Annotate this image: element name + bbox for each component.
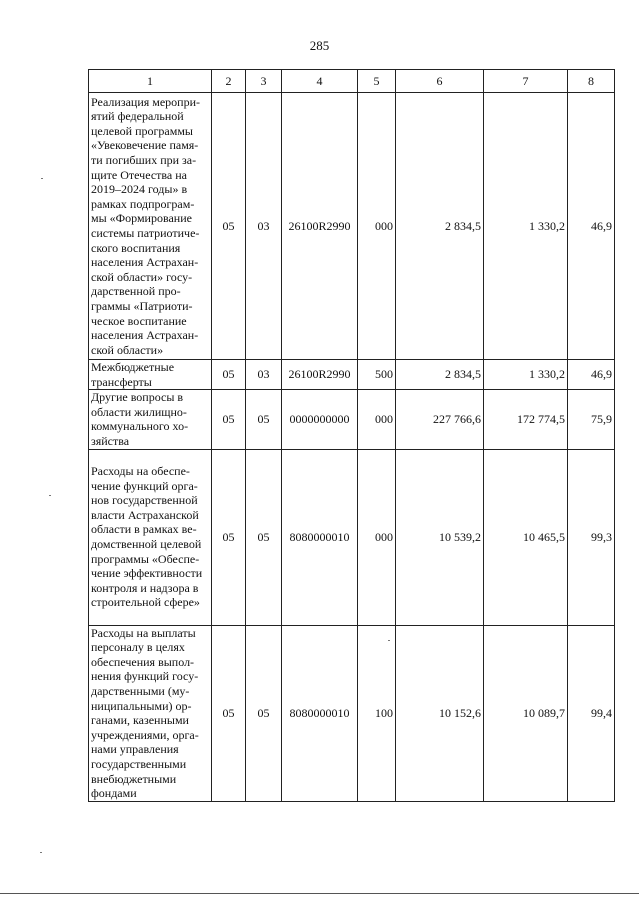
cell-name-line: рамках подпрограм- [91,196,195,211]
cell-target-article: 8080000010 [282,625,358,801]
cell-expense-type: 000 [358,390,396,449]
cell-name-line: персоналу в целях [91,640,185,655]
header-col-1: 1 [89,70,212,93]
cell-name-line: «Увековечение памя- [91,138,199,153]
cell-name [89,449,212,625]
table-row [89,449,615,625]
cell-name-line: обеспечения выпол- [91,654,195,669]
header-col-3: 3 [246,70,282,93]
cell-name-line: ятий федеральной [91,109,184,124]
cell-subsection: 05 [246,449,282,625]
cell-subsection: 05 [246,390,282,449]
header-row [89,70,615,93]
cell-name-line: населения Астрахан- [91,255,199,270]
cell-planned: 10 152,6 [396,625,484,801]
header-col-4: 4 [282,70,358,93]
cell-name-line: Межбюджетные [91,360,175,374]
cell-percent: 99,4 [568,625,615,801]
scan-speck [41,178,43,179]
cell-name-line: строительной сфере» [91,595,200,610]
cell-name-line: ганами, казенными [91,713,189,728]
cell-section: 05 [212,625,246,801]
cell-name [89,390,212,449]
cell-name [89,93,212,360]
cell-name-line: Расходы на обеспе- [91,464,190,479]
cell-name-line: ской области» [91,342,164,357]
cell-percent: 75,9 [568,390,615,449]
cell-name [89,360,212,390]
cell-planned: 2 834,5 [396,93,484,360]
cell-subsection: 03 [246,360,282,390]
cell-percent: 46,9 [568,93,615,360]
cell-executed: 10 465,5 [484,449,568,625]
cell-section: 05 [212,390,246,449]
bottom-rule [0,893,639,894]
cell-section: 05 [212,93,246,360]
cell-executed: 1 330,2 [484,360,568,390]
cell-expense-type: 000 [358,449,396,625]
header-col-6: 6 [396,70,484,93]
cell-name-line: области жилищно- [91,404,187,419]
cell-name-line: щите Отечества на [91,167,187,182]
cell-name-line: внебюджетными [91,771,177,786]
cell-subsection: 03 [246,93,282,360]
cell-name-line: Другие вопросы в [91,390,184,405]
cell-name-line: чение функций орга- [91,478,198,493]
cell-name-line: 2019–2024 годы» в [91,182,188,197]
header-col-5: 5 [358,70,396,93]
cell-expense-type: 000 [358,93,396,360]
cell-planned: 2 834,5 [396,360,484,390]
cell-executed: 1 330,2 [484,93,568,360]
cell-name-line: ской области» госу- [91,269,193,284]
cell-target-article: 26100R2990 [282,93,358,360]
header-col-7: 7 [484,70,568,93]
cell-target-article: 26100R2990 [282,360,358,390]
cell-planned: 227 766,6 [396,390,484,449]
cell-name-line: системы патриотиче- [91,226,200,240]
cell-target-article: 8080000010 [282,449,358,625]
page-number: 285 [309,38,330,53]
scan-speck [388,640,390,641]
cell-name-line: нами управления [91,742,179,757]
scan-speck [40,852,42,853]
cell-name-line: ти погибших при за- [91,153,197,168]
cell-percent: 99,3 [568,449,615,625]
cell-name-line: дарственной про- [91,284,181,299]
cell-name [89,625,212,801]
cell-name-line: ского воспитания [91,240,181,255]
cell-name-line: учреждениями, орга- [91,727,199,742]
cell-expense-type: 500 [358,360,396,390]
cell-name-line: мы «Формирование [91,211,192,226]
cell-name-line: граммы «Патриоти- [91,298,193,313]
table-row [89,360,615,390]
cell-planned: 10 539,2 [396,449,484,625]
cell-name-line: Расходы на выплаты [91,625,196,640]
header-col-8: 8 [568,70,615,93]
cell-expense-type: 100 [358,625,396,801]
cell-target-article: 0000000000 [282,390,358,449]
cell-name-line: ниципальными) ор- [91,698,192,713]
cell-name-line: Реализация меропри- [91,94,201,109]
budget-table [88,69,615,802]
cell-name-line: домственной целевой [91,537,202,552]
scan-speck [49,495,51,496]
cell-name-line: нения функций госу- [91,669,199,684]
cell-executed: 172 774,5 [484,390,568,449]
cell-executed: 10 089,7 [484,625,568,801]
cell-name-line: ческое воспитание [91,313,187,328]
table-row [89,625,615,801]
cell-name-line: трансферты [91,374,152,389]
table-row [89,93,615,360]
cell-name-line: программы «Обеспе- [91,551,200,566]
cell-name-line: власти Астраханской [91,507,199,522]
cell-name-line: нов государственной [91,493,198,508]
header-col-2: 2 [212,70,246,93]
cell-name-line: дарственными (му- [91,683,190,698]
cell-name-line: коммунального хо- [91,419,189,434]
cell-name-line: государственными [91,756,187,771]
table-row [89,390,615,449]
cell-name-line: целевой программы [91,123,193,138]
cell-name-line: зяйства [91,433,130,448]
cell-name-line: области в рамках ве- [91,522,197,537]
cell-section: 05 [212,360,246,390]
cell-subsection: 05 [246,625,282,801]
cell-name-line: контроля и надзора в [91,580,199,595]
cell-name-line: фондами [91,786,137,801]
cell-name-line: чение эффективности [91,566,203,581]
cell-name-line: населения Астрахан- [91,328,199,343]
cell-percent: 46,9 [568,360,615,390]
cell-section: 05 [212,449,246,625]
